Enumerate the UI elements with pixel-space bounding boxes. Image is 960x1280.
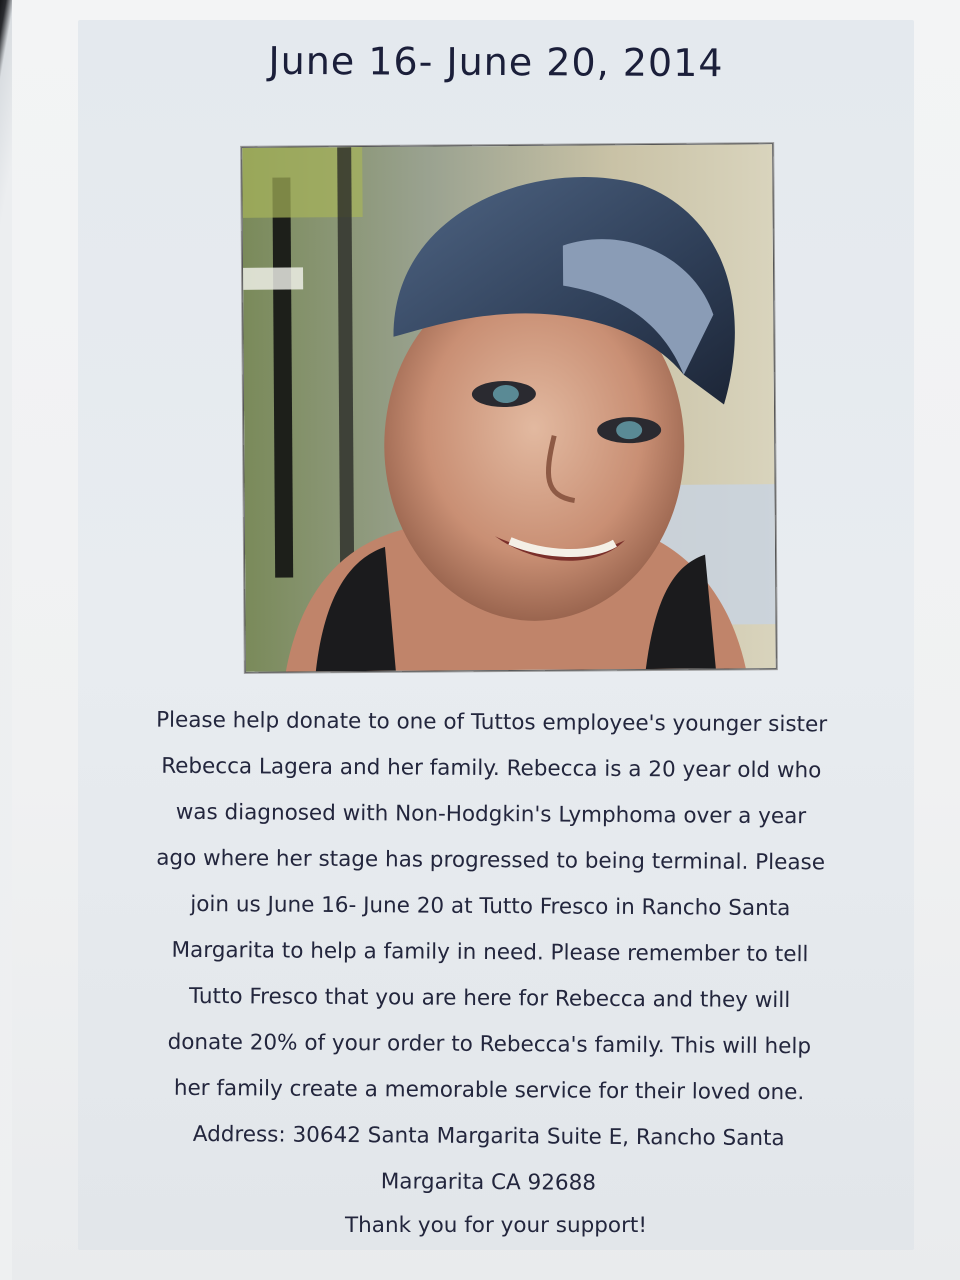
body-text [78,697,902,1209]
body-line: donate 20% of your order to Rebecca's family. This will help [167,1029,812,1060]
date-range-heading: June 16- June 20, 2014 [268,38,724,86]
body-line: Rebecca Lagera and her family. Rebecca is a 20 year old who [161,753,822,784]
body-line: join us June 16- June 20 at Tutto Fresco in Rancho Santa [190,891,791,922]
body-line: Margarita to help a family in need. Please remember to tell [171,937,809,968]
address-line: Address: 30642 Santa Margarita Suite E, Rancho Santa [192,1121,785,1152]
body-line: Please help donate to one of Tuttos employee's younger sister [156,707,828,738]
body-line: was diagnosed with Non-Hodgkin's Lymphoma over a year [175,799,807,830]
body-line: her family create a memorable service for their loved one. [173,1075,805,1106]
thank-you-text: Thank you for your support! [345,1213,647,1238]
address-line: Margarita CA 92688 [380,1169,597,1196]
body-line: ago where her stage has progressed to being terminal. Please [156,845,826,876]
portrait-photo [241,143,777,673]
body-line: Tutto Fresco that you are here for Rebecca and they will [188,983,791,1014]
